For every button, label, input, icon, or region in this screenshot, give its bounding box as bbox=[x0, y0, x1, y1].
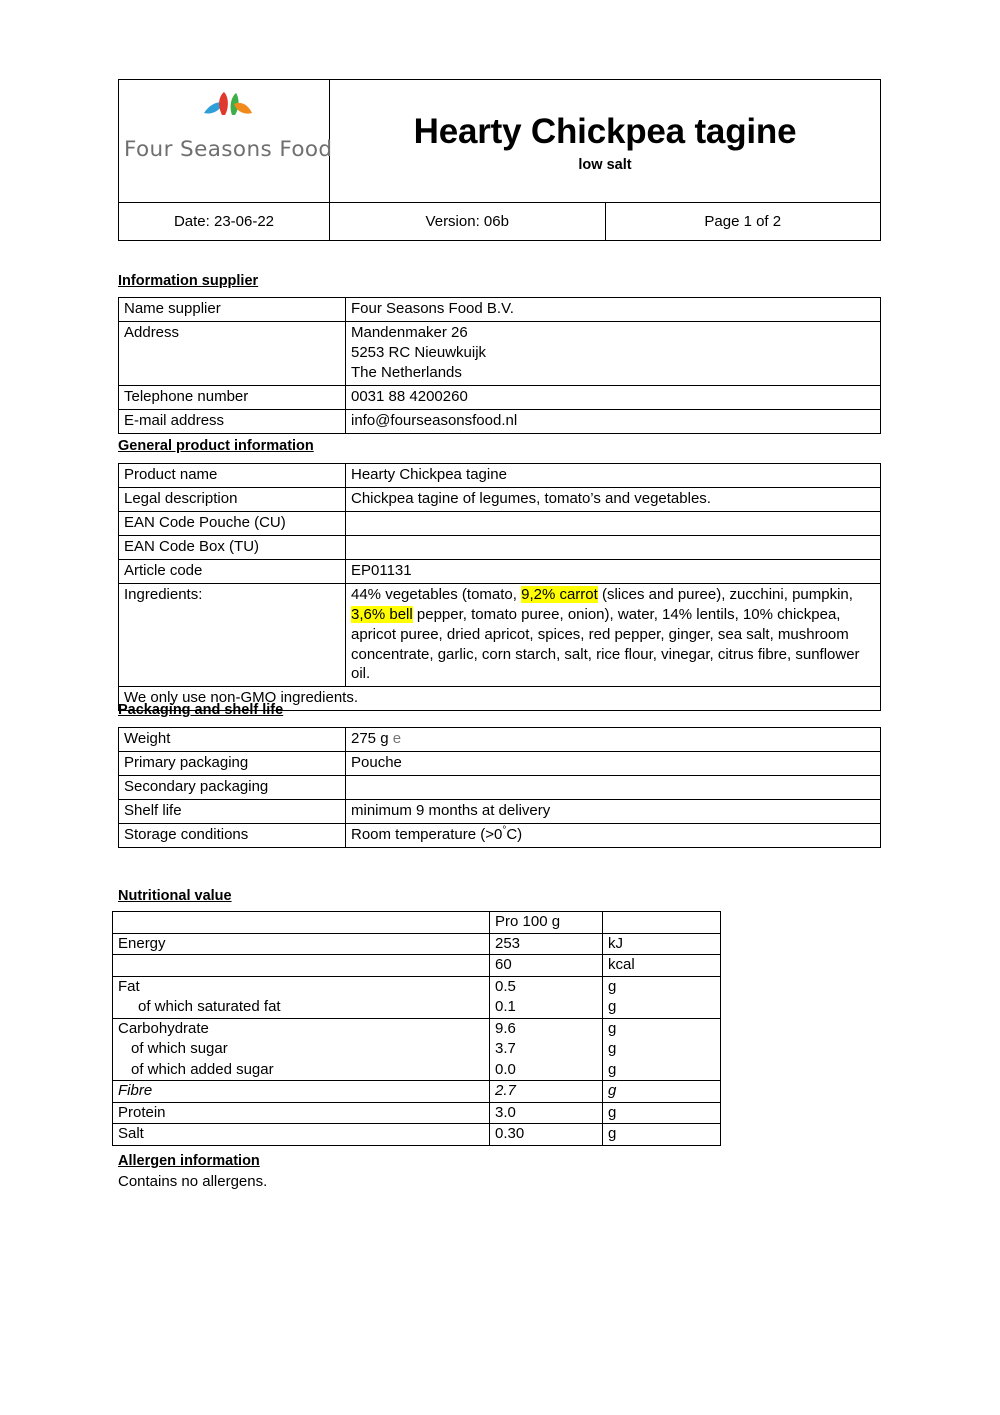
table-row bbox=[119, 583, 881, 687]
secondary-packaging-value bbox=[346, 775, 881, 799]
nutrition-column-header: Pro 100 g bbox=[490, 912, 603, 934]
table-row bbox=[119, 799, 881, 823]
nutrition-carbohydrate-unit: g bbox=[603, 1018, 721, 1039]
table-row bbox=[119, 751, 881, 775]
logo-wordmark: Four Seasons Food bbox=[124, 136, 333, 162]
nutrition-salt-unit: g bbox=[603, 1124, 721, 1146]
primary-packaging-value: Pouche bbox=[346, 751, 881, 775]
title-cell bbox=[330, 80, 881, 203]
estimated-sign-icon: e bbox=[392, 730, 402, 747]
legal-description-value: Chickpea tagine of legumes, tomato’s and vegetables. bbox=[346, 487, 881, 511]
nutrition-fat-value: 0.5 bbox=[490, 976, 603, 997]
nutrition-sugar-value: 3.7 bbox=[490, 1039, 603, 1060]
company-logo bbox=[124, 121, 333, 162]
table-row bbox=[113, 1039, 721, 1060]
storage-conditions-label: Storage conditions bbox=[119, 823, 346, 847]
header-page-number: Page 1 of 2 bbox=[605, 203, 881, 241]
ingredients-value bbox=[346, 583, 881, 687]
table-row bbox=[119, 823, 881, 847]
weight-value bbox=[346, 728, 881, 752]
table-row bbox=[113, 1018, 721, 1039]
address-line-3: The Netherlands bbox=[351, 363, 462, 381]
weight-number: 275 g bbox=[351, 730, 389, 747]
allergen-text: Contains no allergens. bbox=[118, 1173, 268, 1190]
legal-description-label: Legal description bbox=[119, 487, 346, 511]
nutrition-carbohydrate-label: Carbohydrate bbox=[113, 1018, 490, 1039]
article-code-value: EP01131 bbox=[346, 559, 881, 583]
table-row bbox=[113, 997, 721, 1018]
nutrition-added-sugar-unit: g bbox=[603, 1060, 721, 1081]
nutrition-salt-label: Salt bbox=[113, 1124, 490, 1146]
ingredients-part-1: 44% vegetables (tomato, bbox=[351, 585, 522, 603]
table-row bbox=[113, 1124, 721, 1146]
weight-label: Weight bbox=[119, 728, 346, 752]
product-name-value: Hearty Chickpea tagine bbox=[346, 464, 881, 488]
table-row bbox=[119, 464, 881, 488]
shelf-life-label: Shelf life bbox=[119, 799, 346, 823]
nutrition-saturated-fat-unit: g bbox=[603, 997, 721, 1018]
page-subtitle: low salt bbox=[578, 157, 632, 174]
table-row bbox=[119, 409, 881, 433]
supplier-address-label: Address bbox=[119, 321, 346, 385]
nutrition-saturated-fat-label: of which saturated fat bbox=[113, 997, 490, 1018]
nutrition-unit-header bbox=[603, 912, 721, 934]
ingredients-highlight-carrot: 9,2% carrot bbox=[521, 585, 598, 603]
table-row bbox=[113, 955, 721, 977]
nutrition-energy-kcal-value: 60 bbox=[490, 955, 603, 977]
product-name-label: Product name bbox=[119, 464, 346, 488]
header-date: Date: 23-06-22 bbox=[119, 203, 330, 241]
table-row bbox=[119, 298, 881, 322]
nutrition-protein-value: 3.0 bbox=[490, 1102, 603, 1124]
nutrition-saturated-fat-value: 0.1 bbox=[490, 997, 603, 1018]
four-seasons-leaf-icon bbox=[202, 91, 254, 121]
supplier-email-value: info@fourseasonsfood.nl bbox=[346, 409, 881, 433]
section-heading-packaging: Packaging and shelf life bbox=[118, 702, 284, 718]
table-row bbox=[113, 976, 721, 997]
secondary-packaging-label: Secondary packaging bbox=[119, 775, 346, 799]
ean-pouche-value bbox=[346, 511, 881, 535]
non-gmo-note: We only use non-GMO ingredients. bbox=[119, 687, 881, 711]
table-row bbox=[113, 933, 721, 955]
storage-suffix: C) bbox=[506, 825, 523, 843]
general-product-table bbox=[118, 463, 881, 711]
table-row bbox=[113, 1081, 721, 1103]
ingredients-highlight-bell: 3,6% bell bbox=[351, 605, 413, 623]
packaging-table bbox=[118, 727, 881, 848]
nutrition-energy-label: Energy bbox=[113, 933, 490, 955]
supplier-name-value: Four Seasons Food B.V. bbox=[346, 298, 881, 322]
nutrition-fat-label: Fat bbox=[113, 976, 490, 997]
storage-conditions-value bbox=[346, 823, 881, 847]
address-line-2: 5253 RC Nieuwkuijk bbox=[351, 343, 487, 361]
nutrition-energy-kcal-unit: kcal bbox=[603, 955, 721, 977]
nutrition-added-sugar-label: of which added sugar bbox=[113, 1060, 490, 1081]
ean-box-value bbox=[346, 535, 881, 559]
section-heading-nutrition: Nutritional value bbox=[118, 888, 232, 904]
nutrition-protein-unit: g bbox=[603, 1102, 721, 1124]
section-heading-supplier: Information supplier bbox=[118, 273, 259, 289]
nutrition-added-sugar-value: 0.0 bbox=[490, 1060, 603, 1081]
nutrition-sugar-label: of which sugar bbox=[113, 1039, 490, 1060]
document-header-table bbox=[118, 79, 881, 241]
nutrition-carbohydrate-value: 9.6 bbox=[490, 1018, 603, 1039]
section-heading-allergen: Allergen information bbox=[118, 1153, 260, 1169]
primary-packaging-label: Primary packaging bbox=[119, 751, 346, 775]
table-row bbox=[113, 1060, 721, 1081]
table-row bbox=[113, 1102, 721, 1124]
table-row bbox=[119, 511, 881, 535]
nutrition-table bbox=[112, 911, 721, 1146]
address-line-1: Mandenmaker 26 bbox=[351, 323, 468, 341]
nutrition-sugar-unit: g bbox=[603, 1039, 721, 1060]
supplier-table bbox=[118, 297, 881, 434]
ingredients-part-3: pepper, tomato puree, onion), water, 14% lentils, 10% chickpea, apricot puree, dried apricot, spices, red pepper, ginger, sea salt, mushroom concentrate, garlic, corn starch, salt, rice flour, vinegar, citrus fibre, sunflower oil. bbox=[351, 605, 860, 683]
logo-cell bbox=[119, 80, 333, 203]
table-header-row bbox=[113, 912, 721, 934]
ean-box-label: EAN Code Box (TU) bbox=[119, 535, 346, 559]
nutrition-energy-kcal-label bbox=[113, 955, 490, 977]
header-version: Version: 06b bbox=[330, 203, 606, 241]
nutrition-fat-unit: g bbox=[603, 976, 721, 997]
nutrition-fibre-unit: g bbox=[603, 1081, 721, 1103]
nutrition-energy-kj-value: 253 bbox=[490, 933, 603, 955]
supplier-email-label: E-mail address bbox=[119, 409, 346, 433]
degree-icon: ° bbox=[502, 824, 507, 836]
table-row bbox=[119, 775, 881, 799]
storage-prefix: Room temperature (>0 bbox=[351, 825, 503, 843]
table-row bbox=[119, 385, 881, 409]
shelf-life-value: minimum 9 months at delivery bbox=[346, 799, 881, 823]
table-row bbox=[119, 487, 881, 511]
nutrition-protein-label: Protein bbox=[113, 1102, 490, 1124]
ingredients-label: Ingredients: bbox=[119, 583, 346, 687]
supplier-phone-value: 0031 88 4200260 bbox=[346, 385, 881, 409]
table-row bbox=[119, 321, 881, 385]
nutrition-energy-kj-unit: kJ bbox=[603, 933, 721, 955]
nutrition-corner-cell bbox=[113, 912, 490, 934]
section-heading-general: General product information bbox=[118, 438, 314, 454]
nutrition-fibre-label: Fibre bbox=[113, 1081, 490, 1103]
table-row bbox=[119, 559, 881, 583]
ingredients-part-2: (slices and puree), zucchini, pumpkin, bbox=[597, 585, 853, 603]
supplier-phone-label: Telephone number bbox=[119, 385, 346, 409]
supplier-address-value bbox=[346, 321, 881, 385]
page-title: Hearty Chickpea tagine bbox=[413, 111, 797, 151]
table-row bbox=[119, 535, 881, 559]
nutrition-fibre-value: 2.7 bbox=[490, 1081, 603, 1103]
ean-pouche-label: EAN Code Pouche (CU) bbox=[119, 511, 346, 535]
supplier-name-label: Name supplier bbox=[119, 298, 346, 322]
article-code-label: Article code bbox=[119, 559, 346, 583]
table-row bbox=[119, 728, 881, 752]
nutrition-salt-value: 0.30 bbox=[490, 1124, 603, 1146]
